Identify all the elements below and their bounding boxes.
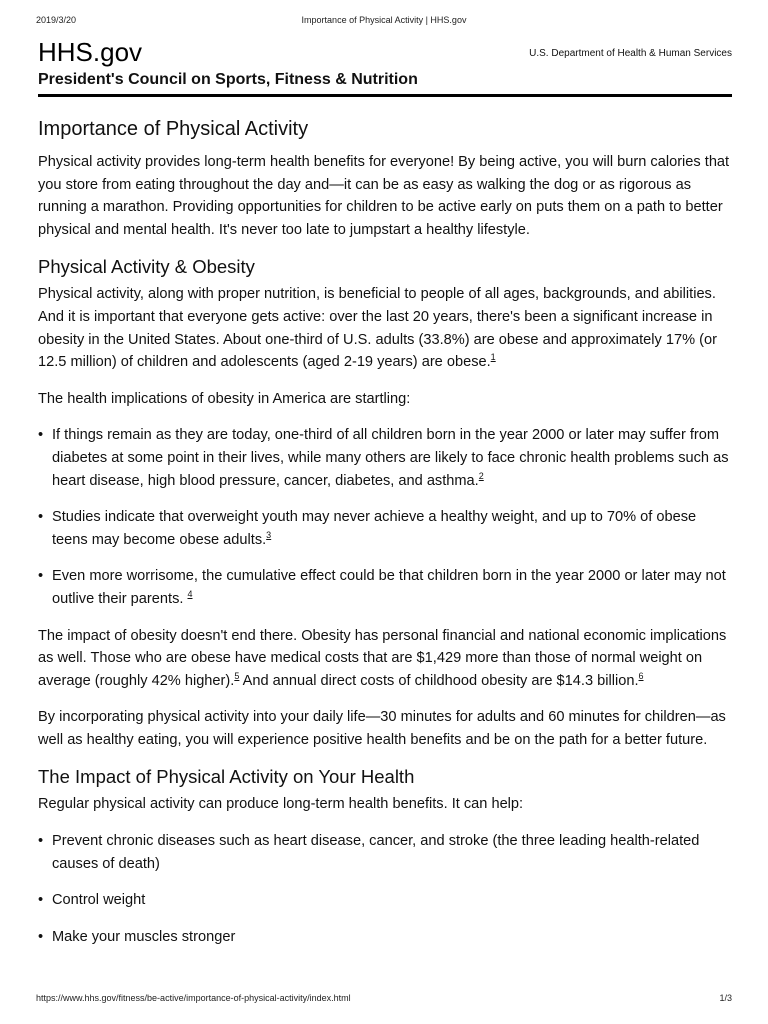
list-item: • Prevent chronic diseases such as heart disease, cancer, and stroke (the three leading health-related causes of death) bbox=[52, 830, 732, 875]
benefits-list bbox=[38, 830, 732, 948]
list-item-text: Even more worrisome, the cumulative effect could be that children born in the year 2000 or later may not outlive their parents. bbox=[52, 568, 726, 607]
list-item-text: If things remain as they are today, one-third of all children born in the year 2000 or later may suffer from diabetes at some point in their lives, while many others are likely to face chronic health problems such as heart disease, high blood pressure, cancer, diabetes, and asthma. bbox=[52, 427, 729, 489]
obesity-paragraph bbox=[38, 283, 732, 373]
page-title: Importance of Physical Activity bbox=[38, 118, 309, 140]
list-item: • Make your muscles stronger bbox=[52, 926, 732, 949]
section-heading-obesity: Physical Activity & Obesity bbox=[38, 256, 255, 278]
print-date: 2019/3/20 bbox=[36, 15, 77, 25]
footnote-link[interactable]: 2 bbox=[478, 470, 484, 481]
page-number: 1/3 bbox=[719, 993, 732, 1003]
list-item bbox=[52, 506, 732, 551]
article-content bbox=[38, 115, 732, 962]
header-divider bbox=[38, 94, 732, 97]
list-item-text: Studies indicate that overweight youth may never achieve a healthy weight, and up to 70% of obese teens may become obese adults. bbox=[52, 509, 697, 548]
footnote-link[interactable]: 5 bbox=[234, 670, 240, 681]
intro-paragraph: Physical activity provides long-term health benefits for everyone! By being active, you will burn calories that you store from eating throughout the day and—it can be as easy as walking the dog or as rigorous as running a marathon. Providing opportunities for children to be active early on puts them on a path to better physical and mental health. It's never too late to jumpstart a healthy lifestyle. bbox=[38, 154, 730, 238]
list-item bbox=[52, 424, 732, 492]
economic-text-a: The impact of obesity doesn't end there. Obesity has personal financial and national economic implications as well. Those who are obese have medical costs that are $1,429 more than those of normal weight on average (roughly 42% higher). bbox=[38, 627, 727, 689]
list-item: • Control weight bbox=[52, 889, 732, 912]
implications-paragraph: The health implications of obesity in America are startling: bbox=[38, 390, 411, 407]
obesity-paragraph-text: Physical activity, along with proper nutrition, is beneficial to people of all ages, backgrounds, and abilities. And it is important that everyone gets active: over the last 20 years, there's been a significant increase in obesity in the United States. About one-third of U.S. adults (33.8%) are obese and approximately 17% (or 12.5 million) of children and adolescents (aged 2-19 years) are obese. bbox=[38, 286, 717, 371]
list-item bbox=[52, 565, 732, 610]
footnote-link[interactable]: 6 bbox=[638, 670, 644, 681]
site-header bbox=[38, 36, 732, 90]
incorporating-paragraph: By incorporating physical activity into your daily life—30 minutes for adults and 60 minutes for children—as well as healthy eating, you will experience positive health benefits and be on the path for a better future. bbox=[38, 709, 726, 748]
implications-list bbox=[38, 424, 732, 610]
print-footer bbox=[0, 993, 768, 1007]
page-url: https://www.hhs.gov/fitness/be-active/importance-of-physical-activity/index.html bbox=[36, 993, 351, 1003]
site-brand-link[interactable]: HHS.gov bbox=[38, 37, 143, 67]
print-header bbox=[0, 15, 768, 29]
department-label[interactable]: U.S. Department of Health & Human Services bbox=[529, 48, 732, 59]
economic-paragraph bbox=[38, 625, 732, 693]
economic-text-b: And annual direct costs of childhood obesity are $14.3 billion. bbox=[239, 672, 639, 689]
section-heading-impact: The Impact of Physical Activity on Your Health bbox=[38, 766, 415, 788]
benefits-intro-paragraph: Regular physical activity can produce long-term health benefits. It can help: bbox=[38, 796, 524, 813]
footnote-link[interactable]: 4 bbox=[187, 588, 193, 599]
council-name[interactable]: President's Council on Sports, Fitness & Nutrition bbox=[38, 71, 418, 88]
footnote-link[interactable]: 3 bbox=[266, 529, 272, 540]
footnote-link[interactable]: 1 bbox=[490, 352, 496, 363]
print-title: Importance of Physical Activity | HHS.gov bbox=[301, 15, 467, 25]
